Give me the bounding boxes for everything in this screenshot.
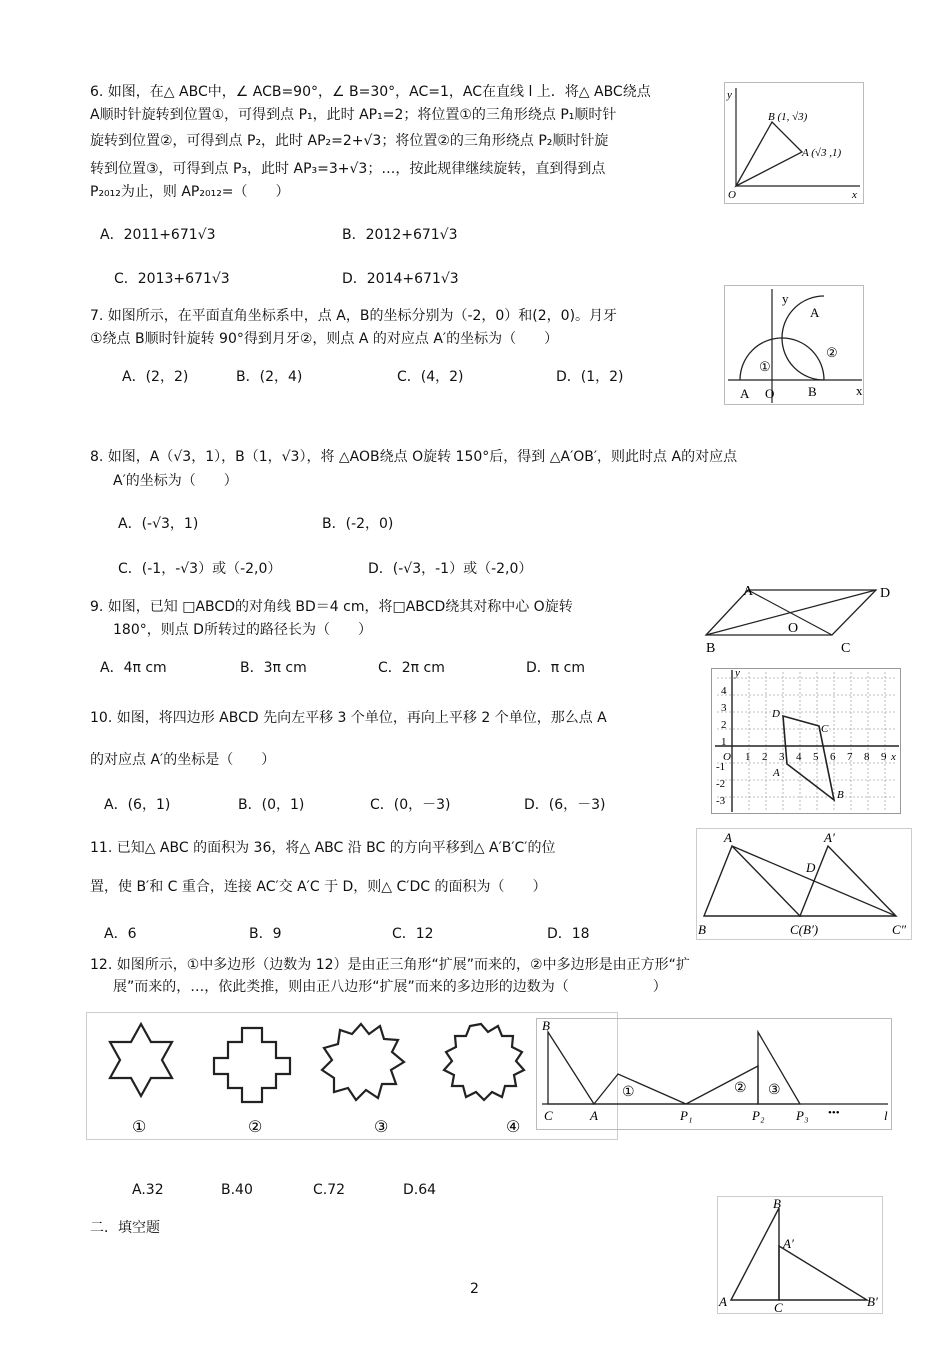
- q9-option-c: C．2π cm: [378, 660, 445, 676]
- q10-option-b: B．(0，1): [238, 797, 305, 813]
- q6-option-b: B．2012+671√3: [342, 227, 458, 243]
- page-number: 2: [470, 1281, 479, 1297]
- q6-line-3: 旋转到位置②，可得到点 P₂，此时 AP₂=2+√3；将位置②的三角形绕点 P₂顺时针旋: [90, 133, 609, 149]
- q12-option-b: B.40: [221, 1182, 253, 1198]
- polygon-4-label: ④: [506, 1119, 521, 1136]
- position-3-label: ③: [768, 1083, 781, 1098]
- point-d-label: D: [806, 860, 816, 875]
- x-tick: 8: [864, 751, 870, 763]
- point-a-label: A: [773, 767, 780, 779]
- x-tick: 7: [847, 751, 853, 763]
- segment-ac2: [732, 846, 896, 916]
- q11-line-2: 置，使 B′和 C 重合，连接 AC′交 A′C 于 D，则△ C′DC 的面积为（ ）: [90, 879, 547, 895]
- origin-label: O: [723, 751, 731, 763]
- point-a-label: A: [724, 830, 732, 845]
- point-a-prime-label: A: [810, 305, 820, 320]
- figure-q7-crescents: [724, 285, 864, 405]
- q6-line-5: P₂₀₁₂为止，则 AP₂₀₁₂=（ ）: [90, 184, 290, 200]
- q7-line-2: ①绕点 B顺时针旋转 90°得到月牙②，则点 A 的对应点 A′的坐标为（ ）: [90, 331, 559, 347]
- y-tick: -1: [716, 761, 726, 773]
- q8-line-1: 8. 如图，A（√3，1），B（1，√3），将 △AOB绕点 O旋转 150°后，得到 △A′OB′，则此时点 A的对应点: [90, 449, 738, 465]
- point-b-label: B: [698, 922, 706, 937]
- triangle-original: [548, 1032, 594, 1104]
- position-2-label: ②: [734, 1081, 747, 1096]
- polygon-2: [214, 1028, 290, 1102]
- point-b-label: B: [837, 789, 844, 801]
- point-d-label: D: [772, 708, 780, 720]
- q7-option-c: C．(4，2): [397, 369, 464, 385]
- point-c-label: C: [841, 641, 851, 656]
- point-d-label: D: [880, 586, 891, 601]
- x-tick: 1: [745, 751, 751, 763]
- q7-option-d: D．(1，2): [556, 369, 624, 385]
- y-tick: -2: [716, 778, 726, 790]
- figure-q9-parallelogram: [700, 580, 900, 656]
- q11-option-b: B．9: [249, 926, 282, 942]
- center-o-label: O: [788, 621, 799, 636]
- point-a-label: A: [740, 386, 750, 401]
- q11-line-1: 11. 已知△ ABC 的面积为 36，将△ ABC 沿 BC 的方向平移到△ A′B′C′的位: [90, 840, 556, 856]
- position-1-label: ①: [622, 1085, 635, 1100]
- point-c-label: C: [774, 1300, 783, 1314]
- point-b-label: B: [773, 1196, 781, 1211]
- figure-q11-translation: [696, 828, 912, 940]
- point-a-label: A: [590, 1108, 598, 1123]
- crescent-1-label: ①: [759, 359, 771, 374]
- q6-option-c: C．2013+671√3: [114, 271, 230, 287]
- q7-option-b: B．(2，4): [236, 369, 303, 385]
- x-tick: 2: [762, 751, 768, 763]
- polygon-4: [444, 1024, 524, 1100]
- x-tick: 5: [813, 751, 819, 763]
- q7-option-a: A．(2，2): [122, 369, 189, 385]
- q12-line-1: 12. 如图所示，①中多边形（边数为 12）是由正三角形“扩展”而来的，②中多边形是由正方形“扩: [90, 957, 690, 973]
- q9-line-1: 9. 如图，已知 □ABCD的对角线 BD＝4 cm，将□ABCD绕其对称中心 O旋转: [90, 599, 573, 615]
- ellipsis: •••: [828, 1107, 840, 1119]
- q6-line-4: 转到位置③，可得到点 P₃，此时 AP₃=3+√3；…，按此规律继续旋转，直到得到点: [90, 161, 606, 177]
- q8-option-a: A．(-√3，1): [118, 516, 199, 532]
- triangle-a2b2c: [779, 1246, 867, 1300]
- x-tick: 3: [779, 751, 785, 763]
- q8-option-b: B．(-2，0): [322, 516, 394, 532]
- x-tick: 9: [881, 751, 887, 763]
- point-b-prime-label: B′: [867, 1294, 878, 1309]
- point-a-prime-label: A′: [824, 830, 835, 845]
- point-b-label: B (1, √3): [768, 111, 808, 123]
- q10-line-1: 10. 如图，将四边形 ABCD 先向左平移 3 个单位，再向上平移 2 个单位，那么点 A: [90, 710, 607, 726]
- y-tick: 2: [721, 719, 727, 731]
- q12-option-c: C.72: [313, 1182, 346, 1198]
- q10-option-d: D．(6，－3): [524, 797, 606, 813]
- triangle-position-1: [594, 1074, 686, 1104]
- q12-line-2: 展”而来的，…，依此类推，则由正八边形“扩展”而来的多边形的边数为（ ）: [113, 979, 667, 995]
- point-a-label: A: [719, 1294, 727, 1309]
- triangle-abc: [704, 846, 800, 916]
- point-p1-label: P₁: [680, 1108, 693, 1123]
- point-a-prime-label: A′: [783, 1236, 794, 1251]
- point-b-label: B: [808, 384, 817, 399]
- polygon-1: [110, 1024, 172, 1096]
- q9-option-a: A．4π cm: [100, 660, 167, 676]
- triangle-abc: [731, 1208, 779, 1300]
- y-axis-label: y: [735, 668, 740, 679]
- polygon-3: [322, 1024, 404, 1100]
- point-c-label: C: [821, 723, 829, 735]
- q6-line-1: 6. 如图，在△ ABC中，∠ ACB=90°，∠ B=30°，AC=1，AC在直线 l 上．将△ ABC绕点: [90, 84, 651, 100]
- q8-option-d: D．(-√3，-1）或（-2,0）: [368, 561, 533, 577]
- q11-option-d: D．18: [547, 926, 590, 942]
- q8-line-2: A′的坐标为（ ）: [113, 473, 238, 489]
- polygon-3-label: ③: [374, 1119, 389, 1136]
- x-axis-label: x: [852, 189, 857, 201]
- y-tick: 4: [721, 685, 727, 697]
- q11-option-a: A．6: [104, 926, 137, 942]
- line-l-label: l: [884, 1108, 888, 1123]
- point-p3-label: P₃: [796, 1108, 809, 1123]
- x-axis-label: x: [856, 383, 863, 398]
- origin-label: O: [765, 386, 775, 401]
- triangle-position-2: [686, 1066, 758, 1104]
- q7-line-1: 7. 如图所示，在平面直角坐标系中，点 A，B的坐标分别为（-2，0）和(2，0)。月牙: [90, 308, 618, 324]
- x-axis-label: x: [891, 751, 896, 763]
- polygon-1-label: ①: [132, 1119, 147, 1136]
- figure-q6-rotation-strip: [536, 1018, 892, 1130]
- y-axis-label: y: [782, 291, 789, 306]
- q12-option-a: A.32: [132, 1182, 164, 1198]
- figure-q10-grid: [711, 668, 901, 814]
- point-c-double-prime-label: C″: [892, 922, 907, 937]
- q9-option-b: B．3π cm: [240, 660, 307, 676]
- q12-option-d: D.64: [403, 1182, 437, 1198]
- q10-option-c: C．(0，－3): [370, 797, 451, 813]
- y-tick: 1: [721, 736, 727, 748]
- point-c-b-prime-label: C(B′): [790, 922, 819, 937]
- q10-line-2: 的对应点 A′的坐标是（ ）: [90, 752, 276, 768]
- point-p2-label: P₂: [752, 1108, 765, 1123]
- figure-q6-axes: [724, 82, 864, 204]
- q10-option-a: A．(6，1): [104, 797, 171, 813]
- triangle-oab: [736, 122, 802, 186]
- q6-option-a: A．2011+671√3: [100, 227, 216, 243]
- y-tick: -3: [716, 795, 726, 807]
- point-c-label: C: [544, 1108, 553, 1123]
- q11-option-c: C．12: [392, 926, 434, 942]
- q8-option-c: C．(-1，-√3）或（-2,0）: [118, 561, 282, 577]
- crescent-2-label: ②: [826, 345, 838, 360]
- x-tick: 4: [796, 751, 802, 763]
- x-tick: 6: [830, 751, 836, 763]
- polygon-2-label: ②: [248, 1119, 263, 1136]
- section-fill-in-heading: 二．填空题: [90, 1220, 160, 1236]
- point-a-label: A: [743, 584, 754, 599]
- point-b-label: B: [542, 1018, 550, 1033]
- q9-option-d: D．π cm: [526, 660, 585, 676]
- y-tick: 3: [721, 702, 727, 714]
- point-a-label: A (√3 ,1): [802, 147, 842, 159]
- q9-line-2: 180°，则点 D所转过的路径长为（ ）: [113, 622, 372, 638]
- point-b-label: B: [706, 641, 716, 656]
- y-axis-label: y: [727, 89, 732, 101]
- figure-fill-in-triangle: [717, 1196, 883, 1314]
- q6-option-d: D．2014+671√3: [342, 271, 459, 287]
- q6-line-2: A顺时针旋转到位置①，可得到点 P₁，此时 AP₁=2；将位置①的三角形绕点 P₁顺时针: [90, 107, 617, 123]
- origin-label: O: [728, 189, 736, 201]
